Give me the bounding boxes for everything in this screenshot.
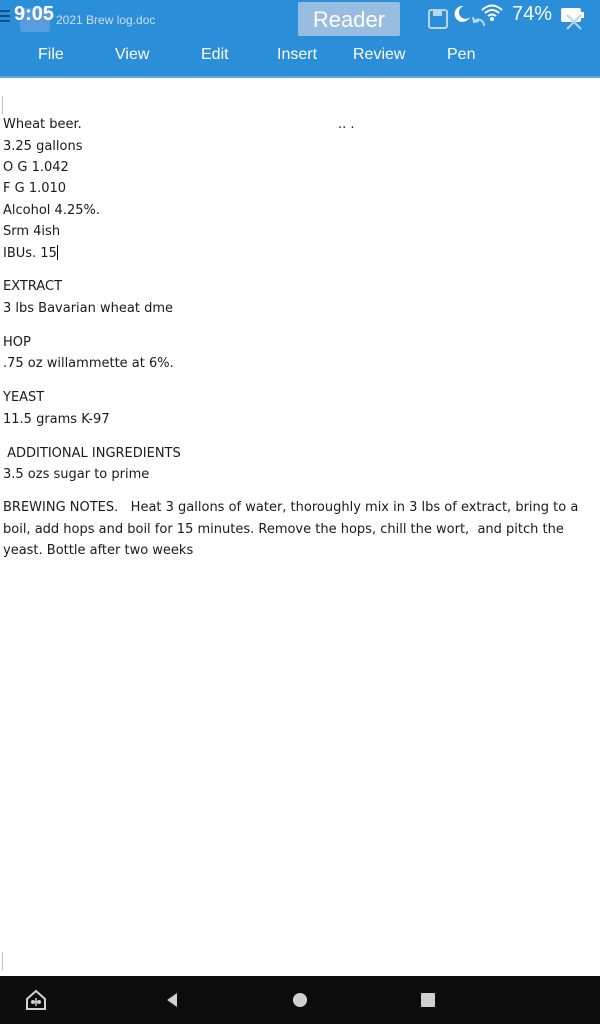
- section-heading-additional: ADDITIONAL INGREDIENTS: [3, 446, 181, 461]
- home-assistant-icon[interactable]: [24, 988, 48, 1012]
- menu-review[interactable]: Review: [353, 46, 406, 63]
- title-row: [0, 0, 600, 36]
- section-heading-yeast: YEAST: [3, 390, 45, 405]
- recents-icon[interactable]: [416, 988, 440, 1012]
- close-icon[interactable]: [564, 12, 584, 32]
- status-time: 9:05: [14, 3, 55, 25]
- margin-marker: [2, 96, 3, 114]
- menu-icon[interactable]: [0, 10, 10, 25]
- back-icon[interactable]: [160, 988, 184, 1012]
- save-icon[interactable]: [427, 9, 449, 29]
- reader-mode-button[interactable]: Reader: [298, 2, 400, 36]
- menu-file[interactable]: File: [38, 46, 64, 63]
- doc-line-ibus: [3, 245, 58, 261]
- section-content-hop: .75 oz willammette at 6%.: [3, 356, 174, 371]
- menu-pen[interactable]: Pen: [447, 46, 476, 63]
- brewing-notes: BREWING NOTES. Heat 3 gallons of water, thoroughly mix in 3 lbs of extract, bring to a boil, add hops and boil for 15 minutes. Remove the hops, chill the wort, and pitch the yeast. Bottle after two weeks: [3, 500, 583, 558]
- system-nav-bar: [0, 976, 600, 1024]
- doc-line-alcohol: Alcohol 4.25%.: [3, 203, 100, 218]
- doc-line-srm: Srm 4ish: [3, 224, 61, 239]
- section-heading-extract: EXTRACT: [3, 279, 63, 294]
- stray-marks: .. .: [338, 117, 355, 132]
- doc-line-title: Wheat beer.: [3, 117, 82, 132]
- doc-line-og: O G 1.042: [3, 160, 69, 175]
- section-content-extract: 3 lbs Bavarian wheat dme: [3, 301, 173, 316]
- section-heading-hop: HOP: [3, 335, 31, 350]
- section-content-yeast: 11.5 grams K-97: [3, 412, 110, 427]
- menu-edit[interactable]: Edit: [201, 46, 229, 63]
- home-icon[interactable]: [288, 988, 312, 1012]
- doc-line-volume: 3.25 gallons: [3, 139, 83, 154]
- menu-bar: [0, 40, 600, 76]
- margin-marker: [2, 952, 3, 970]
- ibus-text: IBUs. 15: [3, 246, 57, 261]
- menu-view[interactable]: View: [115, 46, 150, 63]
- document-title: 2021 Brew log.doc: [56, 13, 156, 27]
- menu-insert[interactable]: Insert: [277, 46, 318, 63]
- battery-percent: 74%: [512, 3, 553, 25]
- doc-line-fg: F G 1.010: [3, 181, 67, 196]
- app-toolbar: [0, 0, 600, 78]
- text-cursor: [57, 245, 58, 260]
- section-content-additional: 3.5 ozs sugar to prime: [3, 467, 150, 482]
- moon-icon: [452, 4, 472, 24]
- undo-icon[interactable]: [470, 14, 488, 32]
